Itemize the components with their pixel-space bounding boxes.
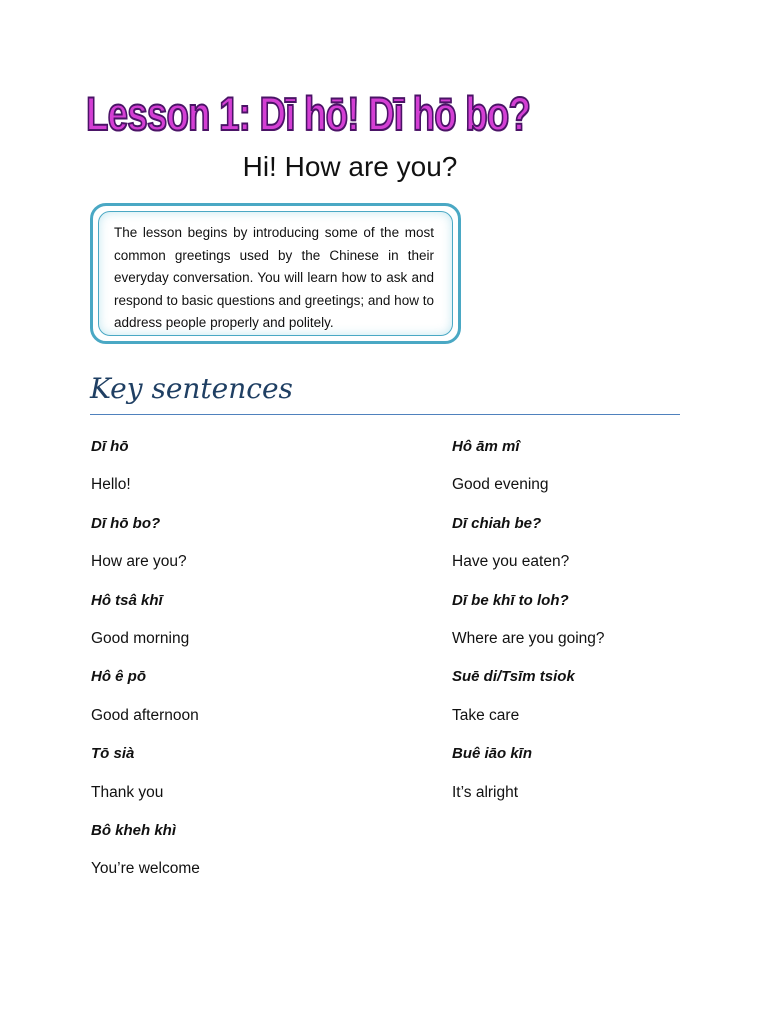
sentence-phrase: Hô ê pō — [91, 668, 146, 686]
sentence-phrase: Hô ām mî — [452, 438, 520, 455]
key-sentences-heading: Key sentences — [90, 372, 293, 405]
lesson-subtitle: Hi! How are you? — [242, 151, 458, 182]
sentence-entry — [452, 430, 752, 507]
sentence-phrase: Suē di/Tsīm tsiok — [452, 668, 575, 686]
sentence-entry — [452, 660, 752, 737]
lesson-title: Lesson 1: Dī hō! Dī hō bo? — [86, 87, 531, 140]
sentence-phrase: Bô kheh khì — [91, 821, 177, 839]
sentence-entry — [452, 584, 752, 661]
sentences-left-column — [91, 430, 391, 891]
sentence-meaning: Hello! — [91, 476, 131, 494]
sentence-meaning: Thank you — [91, 783, 164, 801]
intro-box — [90, 203, 461, 344]
sentence-phrase: Dī hō — [91, 438, 129, 455]
sentence-entry — [91, 430, 391, 507]
sentence-meaning: You’re welcome — [91, 860, 200, 878]
sentence-meaning: Have you eaten? — [452, 553, 570, 571]
sentence-entry — [452, 507, 752, 584]
sentence-entry — [91, 507, 391, 584]
sentence-entry — [452, 737, 752, 814]
sentence-meaning: Where are you going? — [452, 629, 605, 647]
sentence-phrase: Buê iāo kīn — [452, 745, 533, 763]
sentence-phrase: Dī hō bo? — [91, 514, 161, 532]
sentence-phrase: Dī be khī to loh? — [452, 591, 569, 609]
sentence-meaning: How are you? — [91, 553, 187, 571]
sentence-meaning: Good afternoon — [91, 706, 199, 724]
sentence-meaning: Good evening — [452, 476, 549, 494]
sentence-entry — [91, 737, 391, 814]
heading-rule — [90, 414, 680, 415]
sentence-meaning: It’s alright — [452, 783, 519, 801]
sentence-phrase: Hô tsâ khī — [91, 591, 163, 609]
sentence-meaning: Take care — [452, 706, 520, 724]
intro-text: The lesson begins by introducing some of the most common greetings used by the Chinese in their everyday conversation. You will learn how to ask and respond to basic questions and greetings; and how to address people properly and politely. — [114, 225, 434, 330]
sentence-phrase: Dī chiah be? — [452, 514, 542, 532]
sentence-meaning: Good morning — [91, 629, 190, 647]
sentence-entry — [91, 660, 391, 737]
sentence-phrase: Tō sià — [91, 745, 135, 763]
sentence-entry — [91, 814, 391, 891]
sentence-entry — [91, 584, 391, 661]
sentences-right-column — [452, 430, 752, 814]
